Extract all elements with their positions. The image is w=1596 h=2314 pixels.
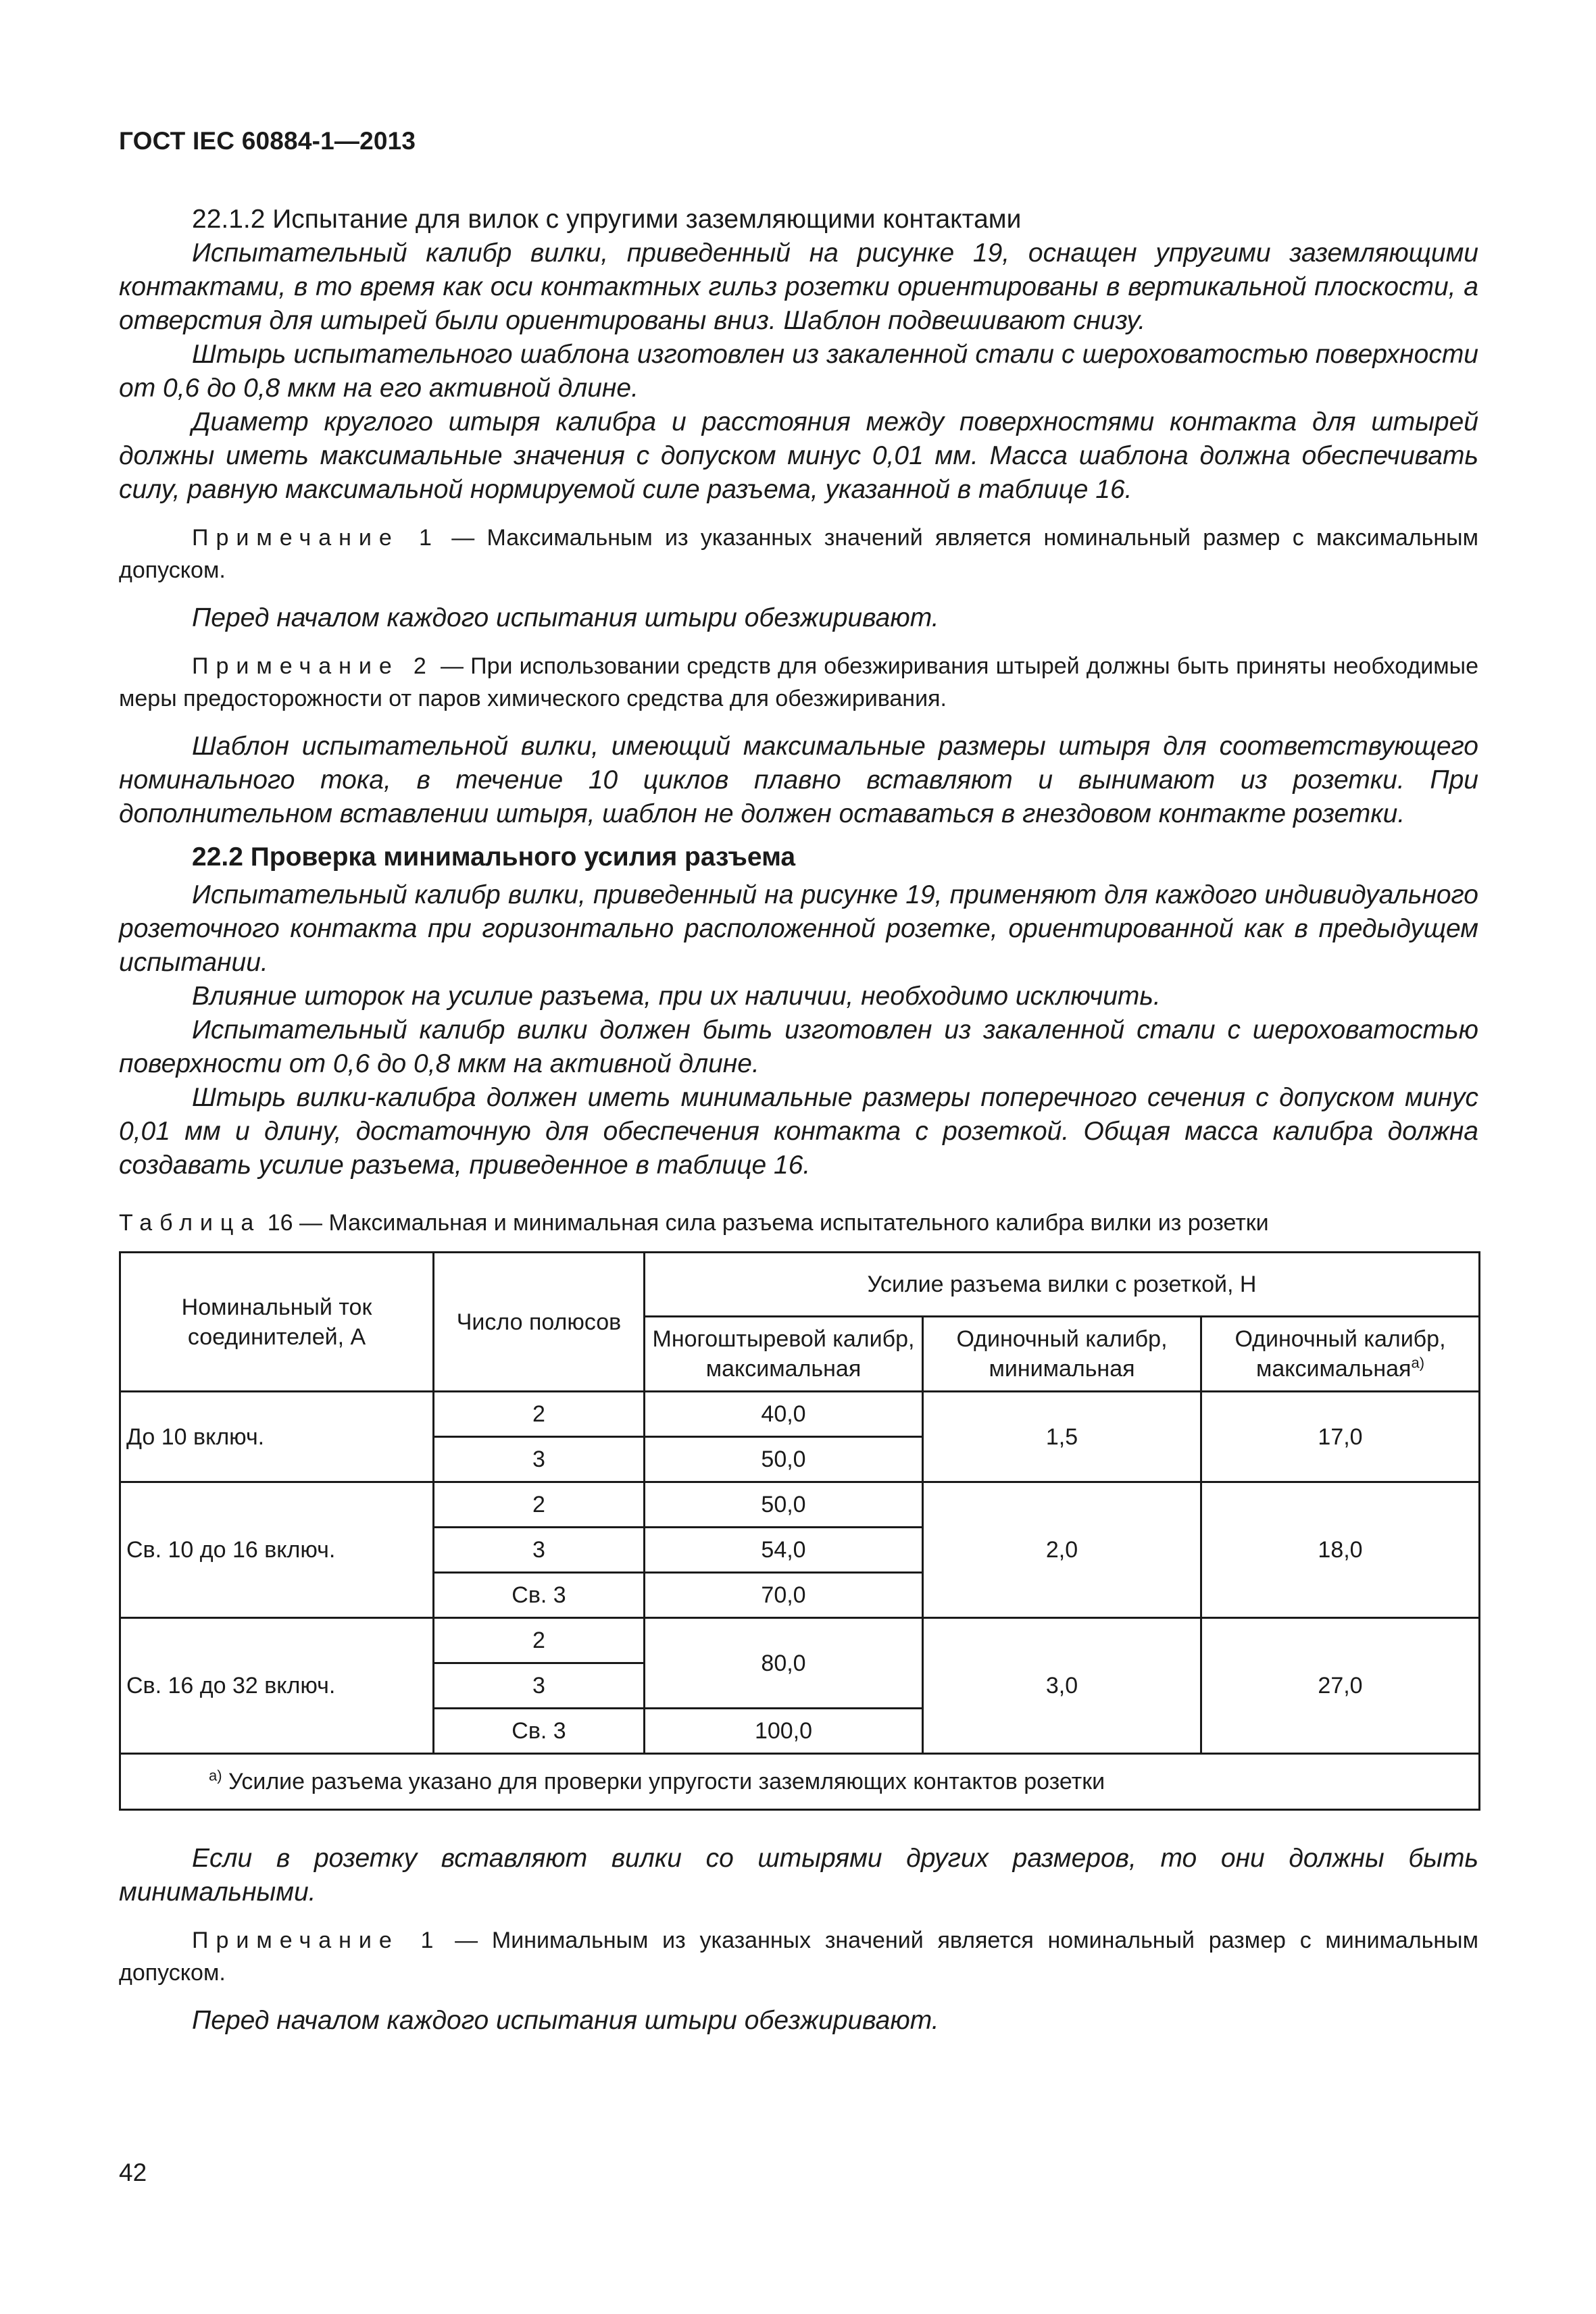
note-2 (119, 650, 1478, 715)
section-22-1-2-paragraph-5: Шаблон испытательной вилки, имеющий максимальные размеры штыря для соответствующего номинального тока, в течение 10 циклов плавно вставляют и вынимают из розетки. При дополнительном вставлении штыря, шаблон не должен оставаться в гнездовом контакте розетки. (119, 732, 1478, 828)
header-current: Номинальный ток соединителей, А (120, 1253, 434, 1392)
footnote-ref: а) (1411, 1354, 1425, 1372)
cell-single-max: 18,0 (1201, 1482, 1480, 1618)
cell-multi: 54,0 (645, 1528, 923, 1573)
cell-poles: 2 (434, 1482, 645, 1528)
cell-poles: Св. 3 (434, 1709, 645, 1754)
table-footnote-row (120, 1754, 1480, 1810)
after-note-1-label: Примечание 1 (192, 1928, 441, 1953)
section-22-1-2-paragraph-3: Диаметр круглого штыря калибра и расстояния между поверхностями контакта для штырей должны иметь максимальные значения с допуском минус 0,01 мм. Масса шаблона должна обеспечивать силу, равную максимальной нормируемой силе разъема, указанной в таблице 16. (119, 407, 1478, 504)
cell-single-max: 17,0 (1201, 1392, 1480, 1482)
cell-poles: 3 (434, 1437, 645, 1482)
table-row (120, 1482, 1480, 1528)
header-multi: Многоштыревой калибр, максимальная (645, 1317, 923, 1392)
document-header: ГОСТ IEC 60884-1—2013 (119, 127, 416, 155)
section-22-2-paragraph-4: Штырь вилки-калибра должен иметь минимальные размеры поперечного сечения с допуском минус 0,01 мм и длину, достаточную для обеспечения контакта с розеткой. Общая масса калибра должна создавать усилие разъема, приведенное в таблице 16. (119, 1083, 1478, 1180)
page-content (119, 203, 1478, 2038)
section-22-2-paragraph-1: Испытательный калибр вилки, приведенный на рисунке 19, применяют для каждого индивидуального розеточного контакта при горизонтально расположенной розетке, ориентированной как в предыдущем испытании. (119, 880, 1478, 977)
table-header-row-1 (120, 1253, 1480, 1317)
note-1 (119, 522, 1478, 586)
section-22-1-2-title: 22.1.2 Испытание для вилок с упругими заземляющими контактами (192, 205, 1022, 234)
cell-multi: 100,0 (645, 1709, 923, 1754)
header-single-max-label: Одиночный калибр, максимальная (1235, 1326, 1446, 1382)
header-poles: Число полюсов (434, 1253, 645, 1392)
cell-poles: Св. 3 (434, 1573, 645, 1618)
section-22-2-title: 22.2 Проверка минимального усилия разъема (192, 842, 796, 872)
section-22-2-paragraph-2: Влияние шторок на усилие разъема, при их наличии, необходимо исключить. (192, 982, 1161, 1011)
cell-current: До 10 включ. (120, 1392, 434, 1482)
note-2-label: Примечание 2 (192, 653, 434, 679)
cell-poles: 3 (434, 1528, 645, 1573)
section-22-1-2-paragraph-2: Штырь испытательного шаблона изготовлен из закаленной стали с шероховатостью поверхности от 0,6 до 0,8 мкм на его активной длине. (119, 340, 1478, 403)
cell-current: Св. 10 до 16 включ. (120, 1482, 434, 1618)
header-single-max (1201, 1317, 1480, 1392)
cell-single-min: 3,0 (923, 1618, 1201, 1754)
cell-current: Св. 16 до 32 включ. (120, 1618, 434, 1754)
cell-multi: 80,0 (645, 1618, 923, 1709)
note-1-text: — Максимальным из указанных значений является номинальный размер с максимальным допуском. (119, 525, 1478, 583)
header-single-min: Одиночный калибр, минимальная (923, 1317, 1201, 1392)
header-force-group: Усилие разъема вилки с розеткой, Н (645, 1253, 1480, 1317)
after-note-1-text: — Минимальным из указанных значений является номинальный размер с минимальным допуском. (119, 1928, 1478, 1986)
after-table-paragraph-2: Перед началом каждого испытания штыри обезжиривают. (192, 2006, 939, 2035)
cell-multi: 70,0 (645, 1573, 923, 1618)
table-row (120, 1392, 1480, 1437)
cell-multi: 40,0 (645, 1392, 923, 1437)
cell-single-max: 27,0 (1201, 1618, 1480, 1754)
cell-poles: 3 (434, 1663, 645, 1709)
section-22-1-2-paragraph-1: Испытательный калибр вилки, приведенный на рисунке 19, оснащен упругими заземляющими контактами, в то время как оси контактных гильз розетки ориентированы в вертикальной плоскости, а отверстия для штырей были ориентированы вниз. Шаблон подвешивают снизу. (119, 238, 1478, 335)
cell-multi: 50,0 (645, 1437, 923, 1482)
cell-poles: 2 (434, 1618, 645, 1663)
table-caption-label: Таблица (119, 1210, 261, 1236)
after-table-note-1 (119, 1924, 1478, 1989)
cell-single-min: 2,0 (923, 1482, 1201, 1618)
table-16-caption (119, 1207, 1478, 1239)
note-2-text: — При использовании средств для обезжиривания штырей должны быть приняты необходимые меры предосторожности от паров химического средства для обезжиривания. (119, 653, 1479, 711)
cell-single-min: 1,5 (923, 1392, 1201, 1482)
page-number: 42 (119, 2159, 147, 2186)
note-1-label: Примечание 1 (192, 525, 439, 551)
table-footnote (120, 1754, 1480, 1810)
footnote-mark: а) (209, 1767, 222, 1784)
section-22-2-paragraph-3: Испытательный калибр вилки должен быть изготовлен из закаленной стали с шероховатостью поверхности от 0,6 до 0,8 мкм на активной длине. (119, 1015, 1478, 1078)
footnote-text: Усилие разъема указано для проверки упругости заземляющих контактов розетки (222, 1769, 1105, 1794)
table-row (120, 1618, 1480, 1663)
table-caption-text: 16 — Максимальная и минимальная сила разъема испытательного калибра вилки из розетки (261, 1210, 1269, 1236)
cell-multi: 50,0 (645, 1482, 923, 1528)
cell-poles: 2 (434, 1392, 645, 1437)
section-22-1-2-paragraph-4: Перед началом каждого испытания штыри обезжиривают. (192, 603, 939, 632)
table-16 (119, 1251, 1480, 1811)
after-table-paragraph-1: Если в розетку вставляют вилки со штырями других размеров, то они должны быть минимальными. (119, 1844, 1478, 1907)
